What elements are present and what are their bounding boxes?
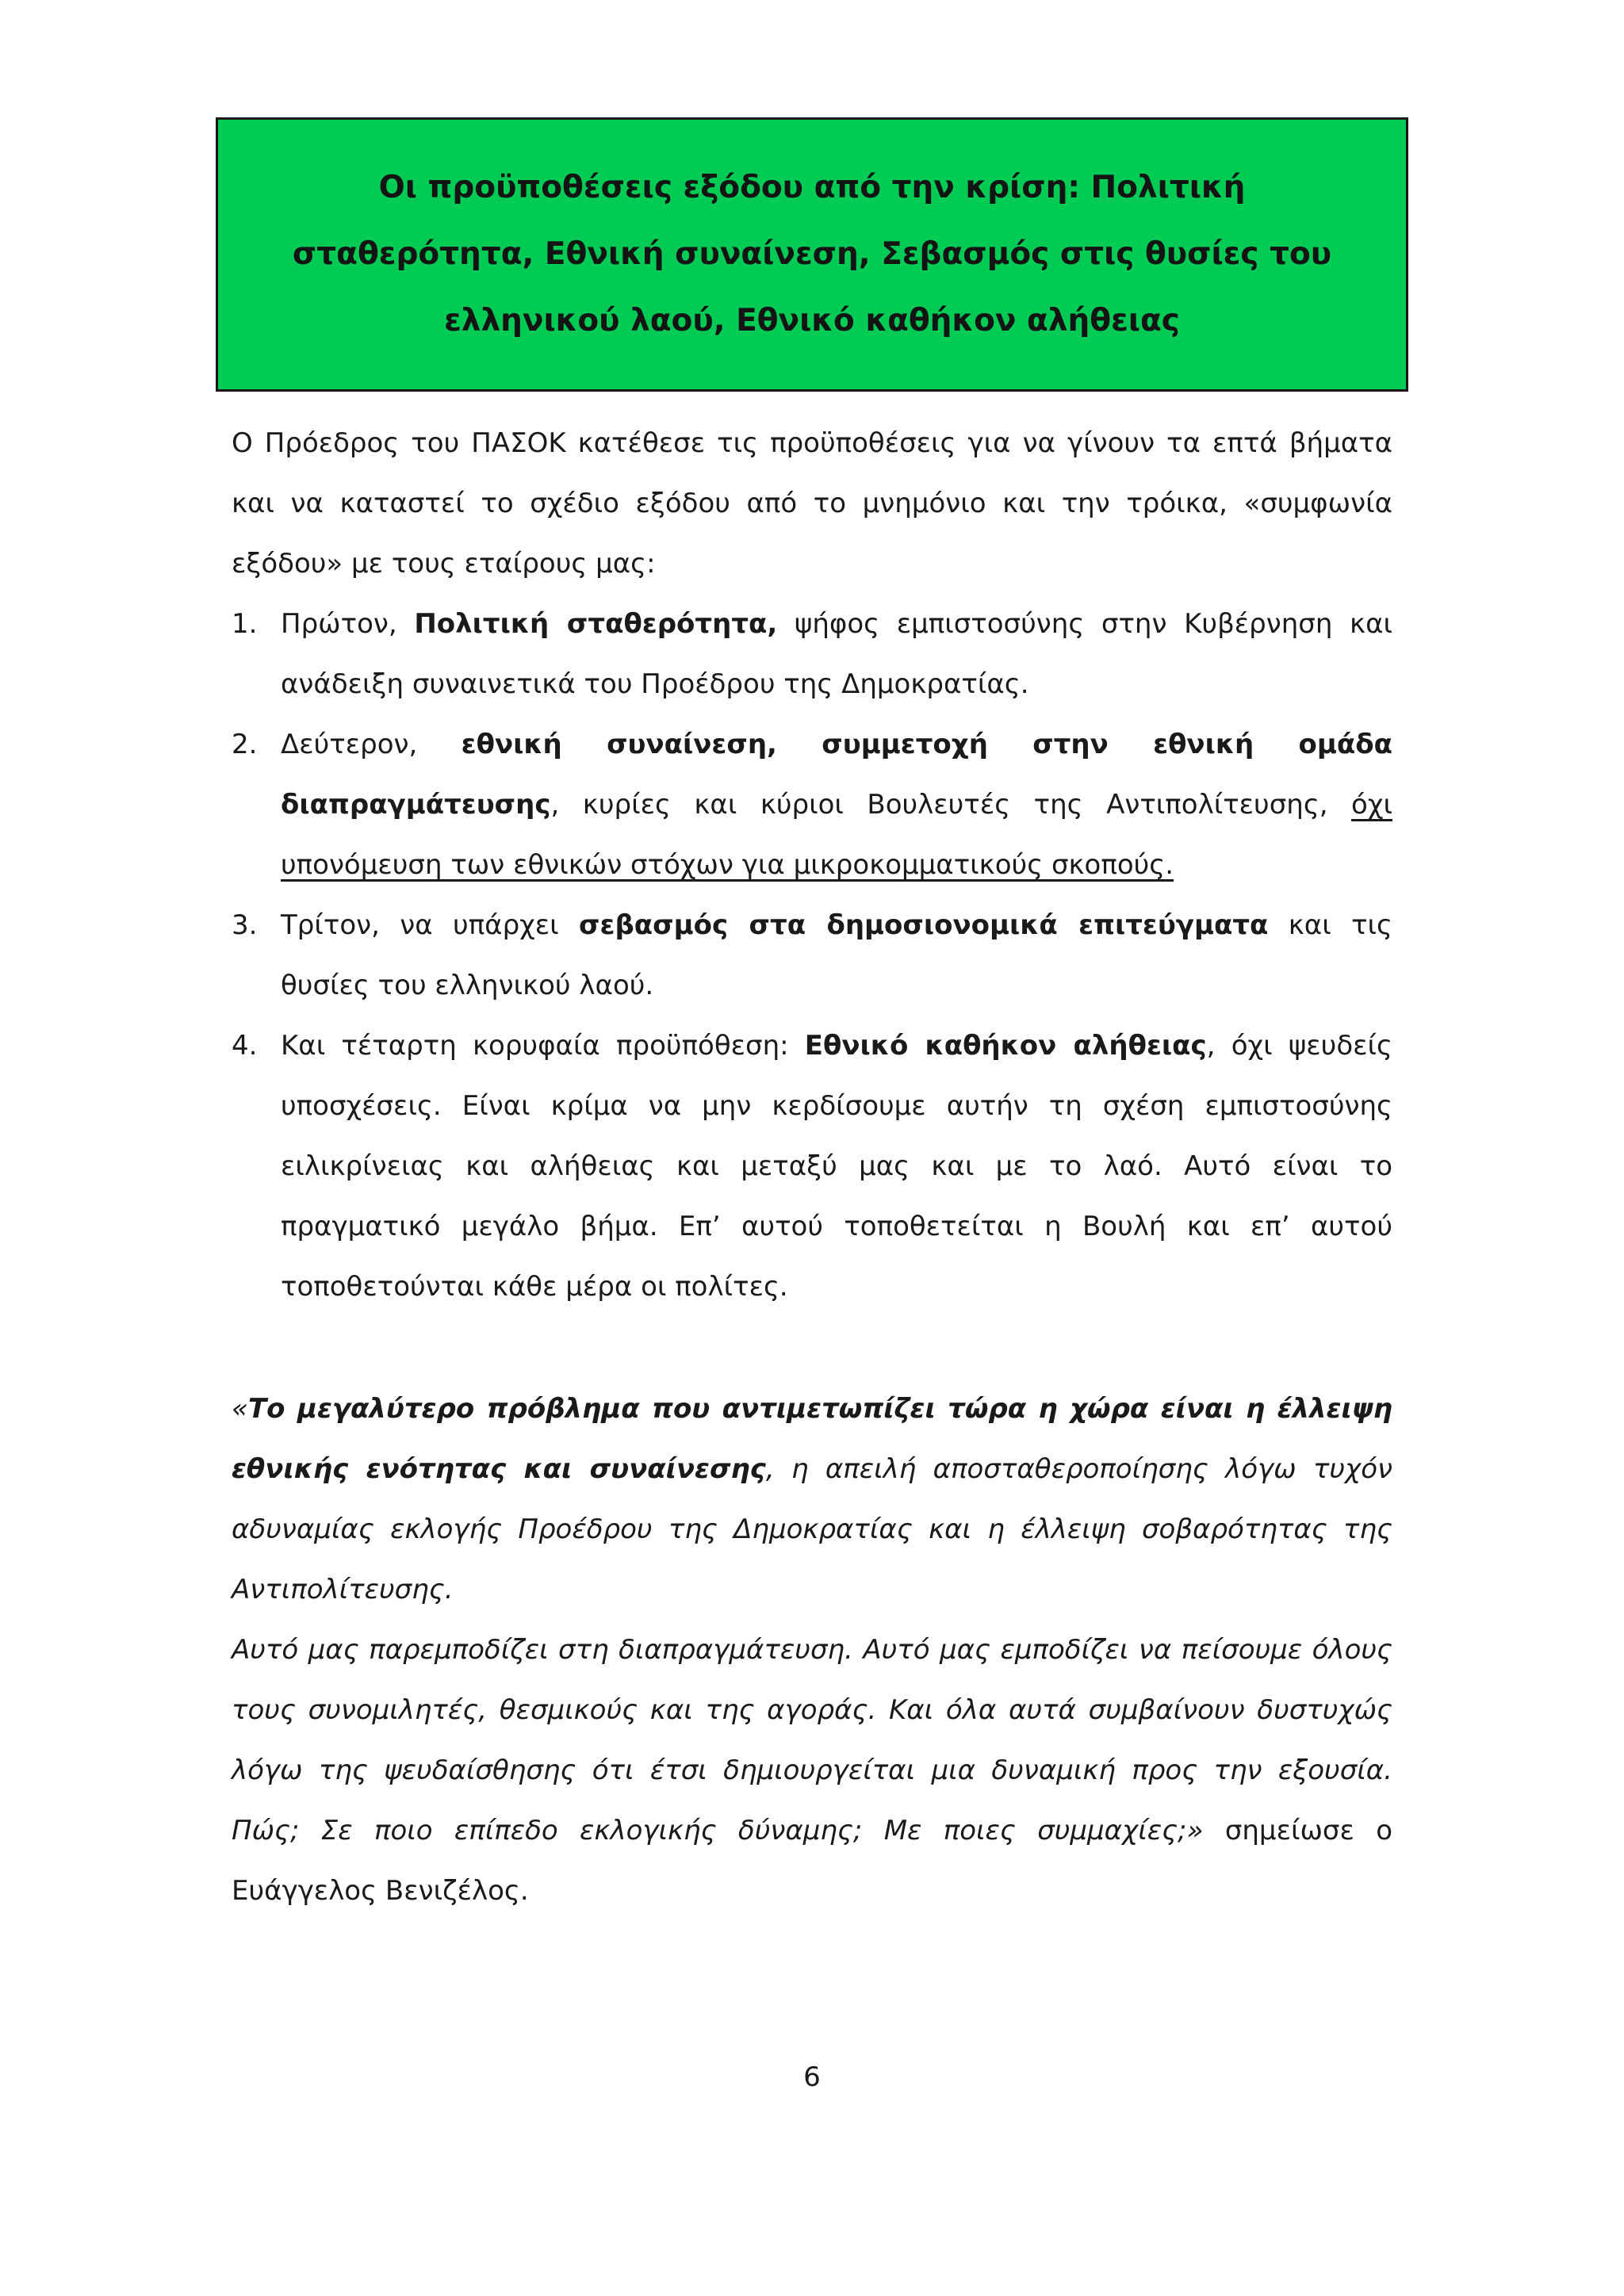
condition-bold-run: εθνική συναίνεση, συμμετοχή στην εθνική ομάδα διαπραγμάτευσης — [281, 729, 1392, 821]
quote-bold-run: Το μεγαλύτερο πρόβλημα που αντιμετωπίζει τώρα η χώρα είναι η έλλειψη εθνικής ενότητας και συναίνεσης — [232, 1393, 1392, 1485]
intro-paragraph: Ο Πρόεδρος του ΠΑΣΟΚ κατέθεσε τις προϋποθέσεις για να γίνουν τα επτά βήματα και να καταστεί το σχέδιο εξόδου από το μνημόνιο και την τρόικα, «συμφωνία εξόδου» με τους εταίρους μας: — [232, 427, 1392, 580]
quote-open-mark: « — [232, 1393, 248, 1425]
condition-text-run: Πρώτον, — [281, 608, 415, 640]
condition-item-4 — [232, 1016, 1392, 1317]
conditions-list — [232, 594, 1392, 1317]
page-number: 6 — [803, 2061, 821, 2093]
quote-text-run: , η απειλή αποσταθεροποίησης λόγω τυχόν αδυναμίας εκλογής Προέδρου της Δημοκρατίας και η έλλειψη σοβαρότητας της Αντιπολίτευσης. — [232, 1453, 1392, 1605]
condition-number: 4. — [232, 1030, 258, 1062]
condition-text — [281, 714, 1392, 895]
page-heading: Οι προϋποθέσεις εξόδου από την κρίση: Πολιτική σταθερότητα, Εθνική συναίνεση, Σεβασμός στις θυσίες του ελληνικού λαού, Εθνικό καθήκον αλήθειας — [292, 170, 1332, 339]
condition-text-run: , κυρίες και κύριοι Βουλευτές της Αντιπολίτευσης, — [550, 789, 1352, 821]
condition-text-run: , όχι ψευδείς υποσχέσεις. Είναι κρίμα να μην κερδίσουμε αυτήν τη σχέση εμπιστοσύνης ειλικρίνειας και αλήθειας και μεταξύ μας και με το λαό. Αυτό είναι το πραγματικό μεγάλο βήμα. Επ’ αυτού τοποθετείται η Βουλή και επ’ αυτού τοποθετούνται κάθε μέρα οι πολίτες. — [281, 1030, 1392, 1303]
condition-underlined-run: όχι υπονόμευση των εθνικών στόχων για μικροκομματικούς σκοπούς. — [281, 789, 1392, 881]
condition-text — [281, 1016, 1392, 1317]
condition-item-2 — [232, 714, 1392, 895]
document-body — [232, 413, 1392, 1921]
condition-number: 3. — [232, 909, 258, 941]
condition-number: 1. — [232, 608, 258, 640]
condition-item-1 — [232, 594, 1392, 714]
closing-quote — [232, 1379, 1392, 1921]
condition-bold-run: Εθνικό καθήκον αλήθειας — [804, 1030, 1207, 1062]
condition-text-run: Δεύτερον, — [281, 729, 462, 760]
condition-text-run: και τις θυσίες του ελληνικού λαού. — [281, 909, 1392, 1001]
condition-text — [281, 895, 1392, 1016]
condition-text-run: ψήφος εμπιστοσύνης στην Κυβέρνηση και ανάδειξη συναινετικά του Προέδρου της Δημοκρατίας. — [281, 608, 1392, 700]
condition-bold-run: Πολιτική σταθερότητα, — [414, 608, 778, 640]
condition-bold-run: σεβασμός στα δημοσιονομικά επιτεύγματα — [579, 909, 1269, 941]
condition-text-run: Τρίτον, να υπάρχει — [281, 909, 580, 941]
condition-text-run: Και τέταρτη κορυφαία προϋπόθεση: — [281, 1030, 805, 1062]
heading-box — [216, 117, 1408, 392]
condition-text — [281, 594, 1392, 714]
quote-attribution: σημείωσε ο Ευάγγελος Βενιζέλος. — [232, 1815, 1392, 1907]
condition-number: 2. — [232, 729, 258, 760]
condition-item-3 — [232, 895, 1392, 1016]
quote-text-run: Αυτό μας παρεμποδίζει στη διαπραγμάτευση. Αυτό μας εμποδίζει να πείσουμε όλους τους συνομιλητές, θεσμικούς και της αγοράς. Και όλα αυτά συμβαίνουν δυστυχώς λόγω της ψευδαίσθησης ότι έτσι δημιουργείται μια δυναμική προς την εξουσία. Πώς; Σε ποιο επίπεδο εκλογικής δύναμης; Με ποιες συμμαχίες;» — [232, 1634, 1392, 1846]
